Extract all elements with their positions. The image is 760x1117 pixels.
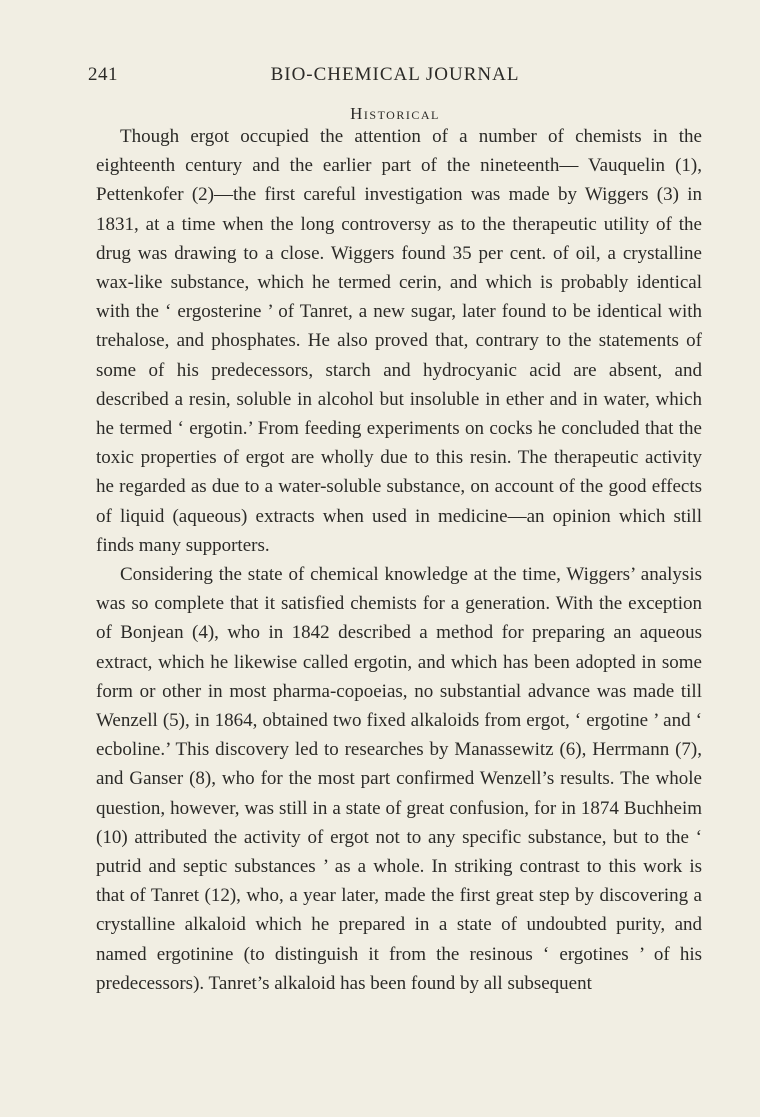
paragraph-1: Though ergot occupied the attention of a number of chemists in the eighteenth century and the earlier part of the nineteenth— Vauquelin (1), Pettenkofer (2)—the first careful investigation was made by Wiggers (3) in 1831, at a time when the long controversy as to the therapeutic utility of the drug was drawing to a close. Wiggers found 35 per cent. of oil, a crystalline wax-like substance, which he termed cerin, and which is probably identical with the ‘ ergosterine ’ of Tanret, a new sugar, later found to be identical with trehalose, and phosphates. He also proved that, contrary to the statements of some of his predecessors, starch and hydrocyanic acid are absent, and described a resin, soluble in alcohol but insoluble in ether and in water, which he termed ‘ ergotin.’ From feeding experiments on cocks he concluded that the toxic properties of ergot are wholly due to this resin. The therapeutic activity he regarded as due to a water-soluble substance, on account of the good effects of liquid (aqueous) extracts when used in medicine—an opinion which still finds many supporters. xyxy=(96,126,702,556)
running-title: BIO-CHEMICAL JOURNAL xyxy=(270,64,520,85)
page-number: 241 xyxy=(88,64,118,85)
section-heading: Historical xyxy=(350,104,440,123)
paragraph-2: Considering the state of chemical knowledge at the time, Wiggers’ analysis was so complete that it satisfied chemists for a generation. With the exception of Bonjean (4), who in 1842 described a method for preparing an aqueous extract, which he likewise called ergotin, and which has been adopted in some form or other in most pharma-copoeias, no substantial advance was made till Wenzell (5), in 1864, obtained two fixed alkaloids from ergot, ‘ ergotine ’ and ‘ ecboline.’ This discovery led to researches by Manassewitz (6), Herrmann (7), and Ganser (8), who for the most part confirmed Wenzell’s results. The whole question, however, was still in a state of great confusion, for in 1874 Buchheim (10) attributed the activity of ergot not to any specific substance, but to the ‘ putrid and septic substances ’ as a whole. In striking contrast to this work is that of Tanret (12), who, a year later, made the first great step by discovering a crystalline alkaloid which he prepared in a state of undoubted purity, and named ergotinine (to distinguish it from the resinous ‘ ergotines ’ of his predecessors). Tanret’s alkaloid has been found by all subsequent xyxy=(96,564,702,994)
body-text xyxy=(96,122,702,998)
page-header xyxy=(88,60,702,94)
